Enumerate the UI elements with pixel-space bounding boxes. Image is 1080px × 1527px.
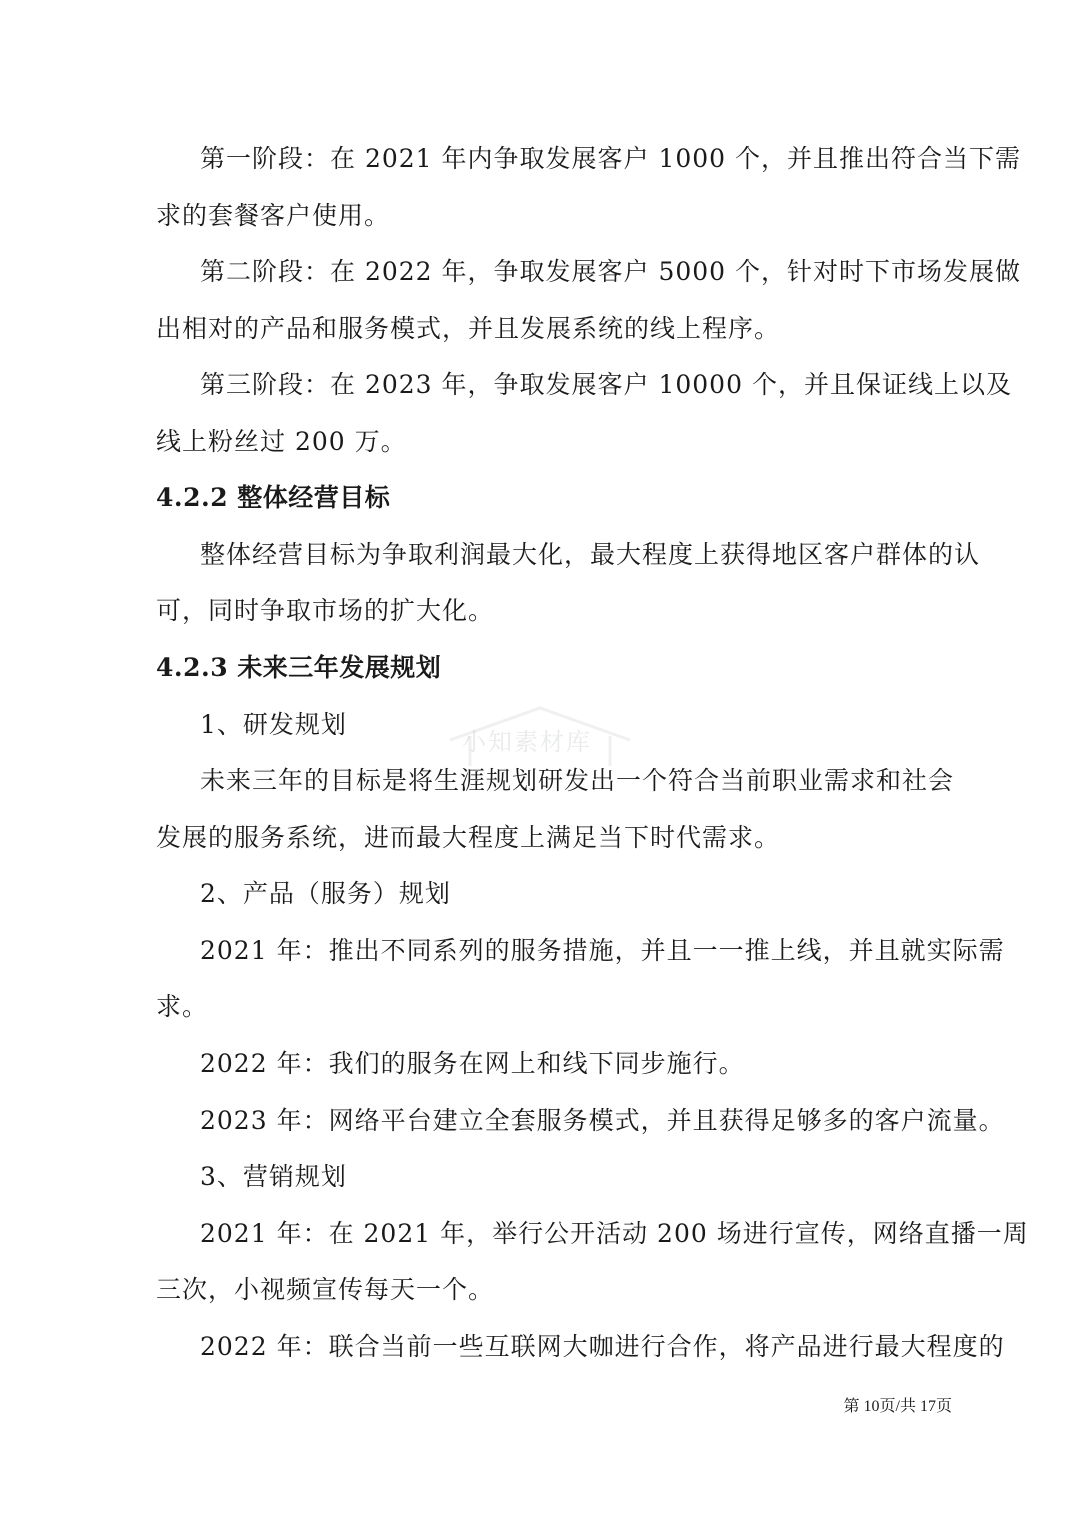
paragraph-stage-three-cont: 线上粉丝过 200 万。 [156,427,407,456]
paragraph-product-2021: 2021 年：推出不同系列的服务措施，并且一一推上线，并且就实际需 [200,936,1005,965]
paragraph-rd-plan: 未来三年的目标是将生涯规划研发出一个符合当前职业需求和社会 [200,766,955,795]
paragraph-rd-plan-cont: 发展的服务系统，进而最大程度上满足当下时代需求。 [156,823,781,852]
paragraph-stage-two-cont: 出相对的产品和服务模式，并且发展系统的线上程序。 [156,314,781,343]
paragraph-product-2021-cont: 求。 [156,992,209,1021]
paragraph-stage-one: 第一阶段：在 2021 年内争取发展客户 1000 个，并且推出符合当下需 [200,144,1022,173]
paragraph-overall-goal-cont: 可，同时争取市场的扩大化。 [156,596,495,625]
subheading-marketing-plan: 3、营销规划 [200,1162,347,1191]
section-heading-4-2-3: 4.2.3 未来三年发展规划 [156,653,442,682]
paragraph-overall-goal: 整体经营目标为争取利润最大化，最大程度上获得地区客户群体的认 [200,540,981,569]
paragraph-marketing-2022: 2022 年：联合当前一些互联网大咖进行合作，将产品进行最大程度的 [200,1332,1005,1361]
paragraph-stage-two: 第二阶段：在 2022 年，争取发展客户 5000 个，针对时下市场发展做 [200,257,1022,286]
paragraph-product-2023: 2023 年：网络平台建立全套服务模式，并且获得足够多的客户流量。 [200,1106,1005,1135]
subheading-product-plan: 2、产品（服务）规划 [200,879,451,908]
page-number-footer: 第 10页/共 17页 [843,1398,952,1415]
paragraph-stage-one-cont: 求的套餐客户使用。 [156,201,391,230]
paragraph-product-2022: 2022 年：我们的服务在网上和线下同步施行。 [200,1049,745,1078]
watermark-text: 小知素材库 [462,728,592,756]
paragraph-marketing-2021: 2021 年：在 2021 年，举行公开活动 200 场进行宣传，网络直播一周 [200,1219,1029,1248]
paragraph-marketing-2021-cont: 三次，小视频宣传每天一个。 [156,1275,495,1304]
paragraph-stage-three: 第三阶段：在 2023 年，争取发展客户 10000 个，并且保证线上以及 [200,370,1012,399]
section-heading-4-2-2: 4.2.2 整体经营目标 [156,483,391,512]
subheading-rd-plan: 1、研发规划 [200,710,347,739]
